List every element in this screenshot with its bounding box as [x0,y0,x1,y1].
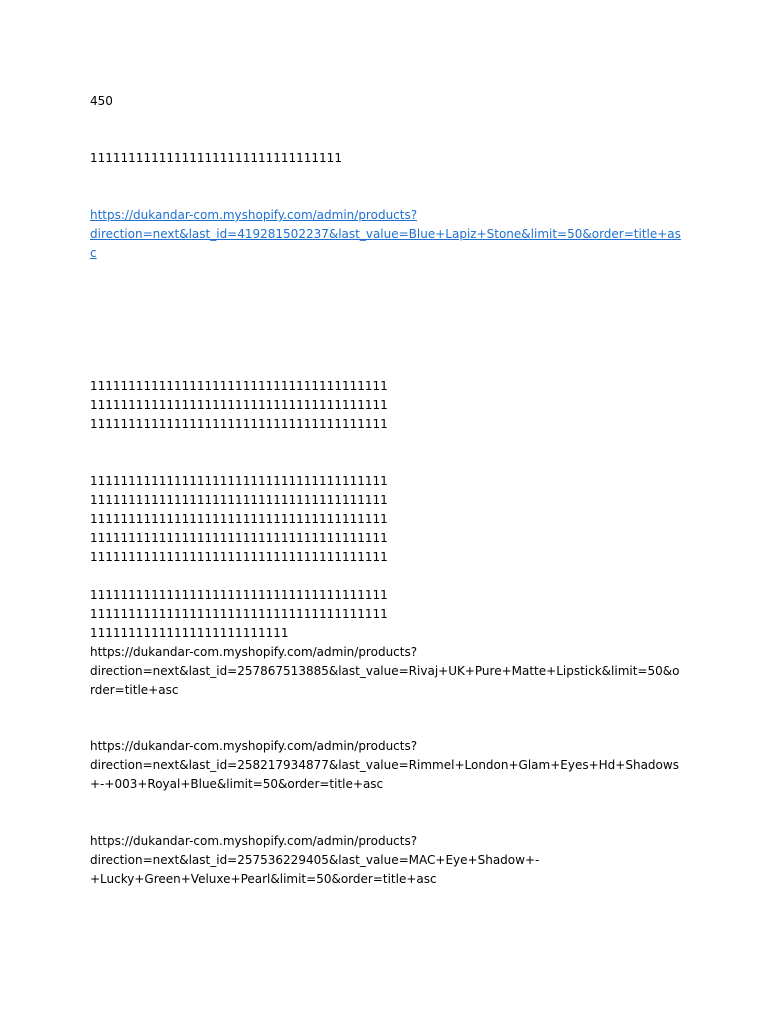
url-text-2 [90,737,679,794]
url-line: https://dukandar-com.myshopify.com/admin/products? [90,834,418,848]
ones-group-2 [90,472,388,567]
ones-group-3 [90,586,388,643]
url-line: https://dukandar-com.myshopify.com/admin/products? [90,645,418,659]
url-line: direction=next&last_id=257867513885&last_value=Rivaj+UK+Pure+Matte+Lipstick&limit=50&o [90,664,680,678]
url-line: https://dukandar-com.myshopify.com/admin/products? [90,739,418,753]
ones-line: 111111111111111111111111111111111111111 [90,550,388,564]
ones-line: 111111111111111111111111111111111111111 [90,398,388,412]
ones-line: 111111111111111111111111111111111111111 [90,379,388,393]
ones-line: 111111111111111111111111111111111111111 [90,417,388,431]
url-line: direction=next&last_id=257536229405&last_value=MAC+Eye+Shadow+- [90,853,540,867]
ones-line: 111111111111111111111111111111111111111 [90,493,388,507]
ones-line: 111111111111111111111111111111111111111 [90,531,388,545]
url-line: direction=next&last_id=258217934877&last_value=Rimmel+London+Glam+Eyes+Hd+Shadows [90,758,679,772]
ones-line: 111111111111111111111111111111111111111 [90,607,388,621]
hyperlink-line: direction=next&last_id=419281502237&last_value=Blue+Lapiz+Stone&limit=50&order=title+as [90,227,681,241]
url-text-1 [90,643,679,700]
hyperlink-line: https://dukandar-com.myshopify.com/admin/products? [90,208,418,222]
url-line: +Lucky+Green+Veluxe+Pearl&limit=50&order=title+asc [90,872,437,886]
ones-short-text: 111111111111111111111111111111111 [90,151,342,165]
number-text: 450 [90,94,113,108]
url-text-3 [90,832,539,889]
url-line: rder=title+asc [90,683,179,697]
ones-line: 111111111111111111111111111111111111111 [90,512,388,526]
ones-group-1 [90,377,388,434]
hyperlink-line: c [90,246,97,260]
ones-line: 111111111111111111111111111111111111111 [90,474,388,488]
url-line: +-+003+Royal+Blue&limit=50&order=title+asc [90,777,384,791]
ones-line: 11111111111111111111111111 [90,626,289,640]
shopify-hyperlink[interactable] [90,206,681,263]
ones-line: 111111111111111111111111111111111111111 [90,588,388,602]
